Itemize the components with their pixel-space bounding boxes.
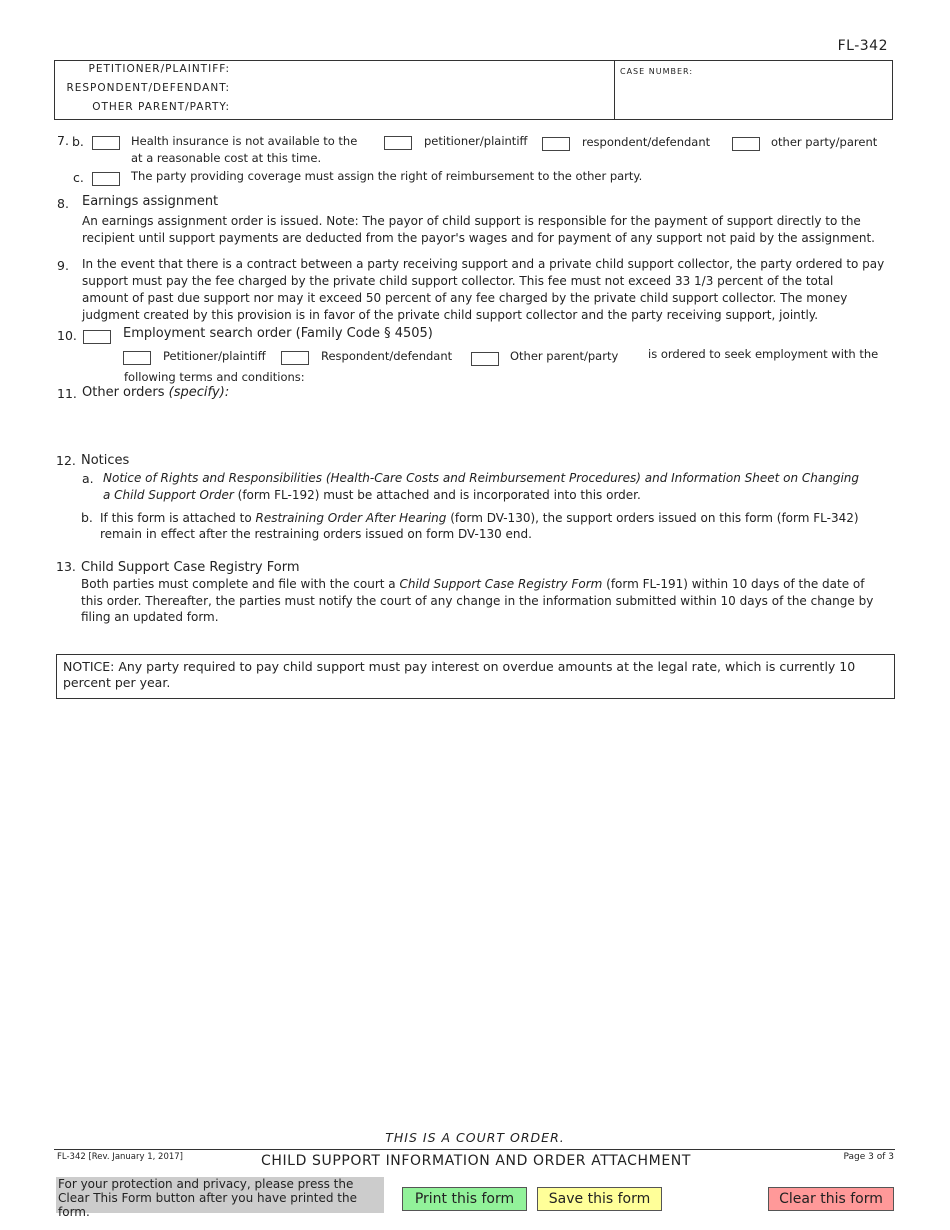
form-revision: FL-342 [Rev. January 1, 2017] [57, 1152, 183, 1162]
item-10-petitioner-checkbox[interactable] [123, 351, 151, 365]
clear-form-button[interactable]: Clear this form [768, 1187, 894, 1211]
item-7b-petitioner-label: petitioner/plaintiff [424, 134, 528, 148]
item-10-other-checkbox[interactable] [471, 352, 499, 366]
item-12-number: 12. [56, 453, 76, 468]
item-8-number: 8. [57, 196, 69, 211]
court-order-notice: THIS IS A COURT ORDER. [385, 1130, 565, 1145]
item-9-line-3: amount of past due support nor may it exceed 50 percent of any fee charged by the private child support collector. The money [82, 291, 848, 305]
item-7b-respondent-label: respondent/defendant [582, 135, 711, 149]
item-8-line-2: recipient until support payments are deducted from the payor's wages and for payment of any support not paid by the assignment. [82, 231, 875, 245]
interest-notice: NOTICE: Any party required to pay child support must pay interest on overdue amounts at the legal rate, which is currently 10 percent per year. [56, 654, 895, 699]
other-parent-label: OTHER PARENT/PARTY: [92, 101, 230, 113]
item-8-title: Earnings assignment [82, 194, 219, 209]
item-7c-text: The party providing coverage must assign the right of reimbursement to the other party. [131, 169, 643, 183]
item-12b-label: b. [81, 510, 93, 525]
item-13-line-2: this order. Thereafter, the parties must notify the court of any change in the information submitted within 10 days of the change by [81, 594, 874, 608]
item-7b-text: Health insurance is not available to the [131, 134, 358, 148]
item-9-number: 9. [57, 258, 69, 273]
form-id: FL-342 [837, 38, 888, 54]
item-12-title: Notices [81, 453, 130, 468]
item-8-line-1: An earnings assignment order is issued. Note: The payor of child support is responsible for the payment of support directly to the [82, 214, 861, 228]
item-7c-label: c. [73, 170, 84, 185]
item-7c-checkbox[interactable] [92, 172, 120, 186]
item-7b-checkbox[interactable] [92, 136, 120, 150]
item-7b-other-checkbox[interactable] [732, 137, 760, 151]
save-form-button[interactable]: Save this form [537, 1187, 662, 1211]
print-form-button[interactable]: Print this form [402, 1187, 527, 1211]
item-10-checkbox[interactable] [83, 330, 111, 344]
item-13-title: Child Support Case Registry Form [81, 560, 300, 575]
item-10-title: Employment search order (Family Code § 4505) [123, 326, 433, 341]
item-7b-petitioner-checkbox[interactable] [384, 136, 412, 150]
privacy-notice: For your protection and privacy, please press the Clear This Form button after you have printed the form. [56, 1177, 384, 1213]
respondent-label: RESPONDENT/DEFENDANT: [66, 82, 230, 94]
item-7b-respondent-checkbox[interactable] [542, 137, 570, 151]
item-10-respondent-label: Respondent/defendant [321, 349, 453, 363]
petitioner-label: PETITIONER/PLAINTIFF: [88, 63, 230, 75]
footer-divider [54, 1149, 895, 1150]
item-9-line-1: In the event that there is a contract between a party receiving support and a private child support collector, the party ordered to pay [82, 257, 885, 271]
item-10-number: 10. [57, 328, 77, 343]
item-10-other-label: Other parent/party [510, 349, 619, 363]
item-12b-line-1: If this form is attached to Restraining Order After Hearing (form DV-130), the support orders issued on this form (form FL-342) [100, 511, 859, 525]
item-12a-line-2: a Child Support Order (form FL-192) must be attached and is incorporated into this order. [103, 488, 641, 502]
item-7b-label: b. [72, 134, 84, 149]
form-title: CHILD SUPPORT INFORMATION AND ORDER ATTACHMENT [260, 1153, 692, 1169]
item-13-line-1: Both parties must complete and file with the court a Child Support Case Registry Form (form FL-191) within 10 days of the date of [81, 577, 865, 591]
other-orders-field[interactable] [82, 404, 892, 448]
item-12b-line-2: remain in effect after the restraining orders issued on form DV-130 end. [100, 527, 532, 541]
item-9-line-2: support must pay the fee charged by the private child support collector. This fee must not exceed 33 1/3 percent of the total [82, 274, 834, 288]
caption-divider [614, 61, 615, 119]
item-11-number: 11. [57, 386, 77, 401]
item-10-petitioner-label: Petitioner/plaintiff [163, 349, 266, 363]
item-13-number: 13. [56, 559, 76, 574]
item-10-terms-text: following terms and conditions: [124, 370, 305, 384]
case-number-label: CASE NUMBER: [620, 67, 694, 76]
item-12a-label: a. [82, 471, 94, 486]
item-11-title: Other orders (specify): [82, 385, 230, 400]
item-12a-line-1: Notice of Rights and Responsibilities (Health-Care Costs and Reimbursement Procedures) and Information Sheet on Changing [103, 471, 860, 485]
item-10-respondent-checkbox[interactable] [281, 351, 309, 365]
item-7-number: 7. [57, 133, 69, 148]
item-10-ordered-text: is ordered to seek employment with the [648, 347, 879, 361]
item-7b-other-label: other party/parent [771, 135, 878, 149]
case-caption-box [54, 60, 893, 120]
item-13-line-3: filing an updated form. [81, 610, 219, 624]
item-9-line-4: judgment created by this provision is in favor of the private child support collector and the party receiving support, jointly. [82, 308, 819, 322]
page-number: Page 3 of 3 [843, 1152, 894, 1162]
item-7b-text-continued: at a reasonable cost at this time. [131, 151, 322, 165]
